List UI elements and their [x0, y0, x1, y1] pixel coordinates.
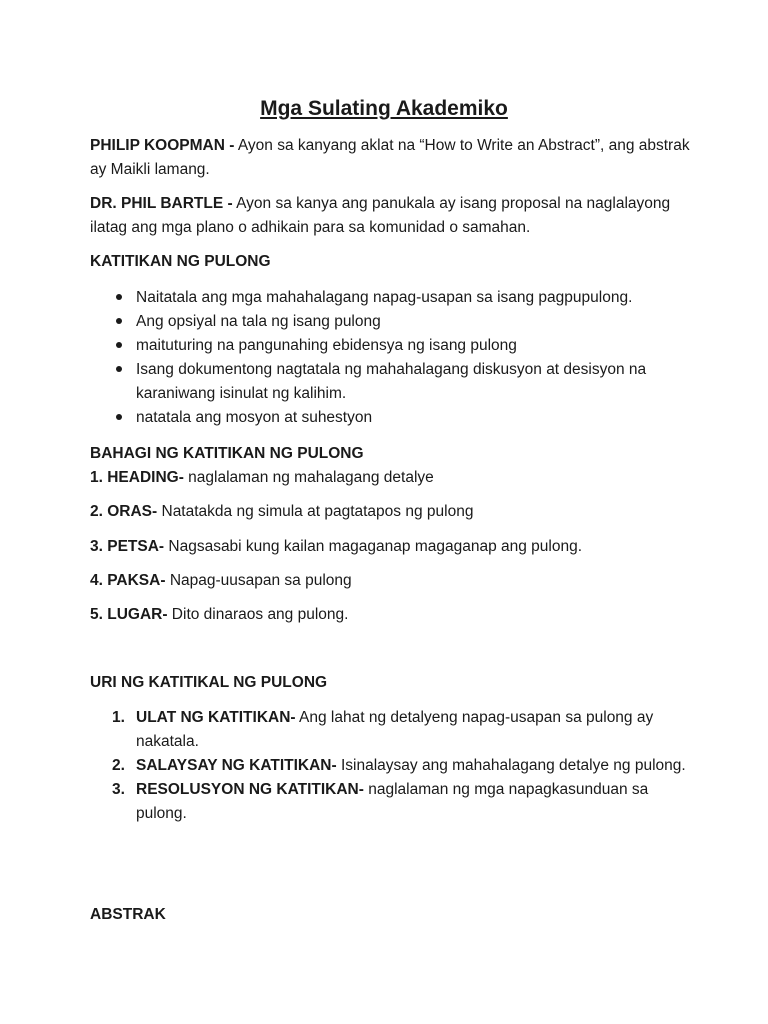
bullet-icon [116, 366, 122, 372]
bullet-icon [116, 414, 122, 420]
list-item: Naitatala ang mga mahahalagang napag-usapan sa isang pagpupulong. [90, 286, 690, 310]
list-item: 3. RESOLUSYON NG KATITIKAN- naglalaman ng mga napagkasunduan sa pulong. [112, 781, 649, 822]
katitikan-heading: KATITIKAN NG PULONG [90, 253, 271, 270]
uri-numbered-list [90, 706, 690, 826]
koopman-text: Ayon sa kanyang aklat na “How to Write an Abstract”, ang abstrak ay Maikli lamang. [90, 137, 690, 178]
paragraph-koopman [90, 134, 690, 182]
bartle-label: DR. PHIL BARTLE - [90, 195, 233, 212]
bullet-icon [116, 294, 122, 300]
bahagi-heading: BAHAGI NG KATITIKAN NG PULONG [90, 445, 364, 462]
list-item: Isang dokumentong nagtatala ng mahahalagang diskusyon at desisyon na karaniwang isinulat ng kalihim. [90, 358, 690, 406]
bullet-icon [116, 342, 122, 348]
koopman-label: PHILIP KOOPMAN - [90, 137, 235, 154]
uri-heading: URI NG KATITIKAL NG PULONG [90, 674, 328, 691]
page-title: Mga Sulating Akademiko [260, 97, 508, 120]
list-item: Ang opsiyal na tala ng isang pulong [90, 310, 690, 334]
katitikan-bullet-list [90, 286, 690, 430]
bahagi-item: 1. HEADING- naglalaman ng mahalagang detalye [90, 469, 434, 486]
list-item: natatala ang mosyon at suhestyon [90, 406, 690, 430]
paragraph-bartle [90, 192, 690, 240]
bahagi-item: 5. LUGAR- Dito dinaraos ang pulong. [90, 606, 349, 623]
list-item: 2. SALAYSAY NG KATITIKAN- Isinalaysay ang mahahalagang detalye ng pulong. [112, 757, 686, 774]
bullet-icon [116, 318, 122, 324]
abstrak-heading: ABSTRAK [90, 906, 166, 923]
list-item: maituturing na pangunahing ebidensya ng isang pulong [90, 334, 690, 358]
bahagi-item: 4. PAKSA- Napag-uusapan sa pulong [90, 572, 352, 589]
list-item: 1. ULAT NG KATITIKAN- Ang lahat ng detalyeng napag-usapan sa pulong ay nakatala. [112, 709, 654, 750]
bartle-text: Ayon sa kanya ang panukala ay isang proposal na naglalayong ilatag ang mga plano o adhikain para sa komunidad o samahan. [90, 195, 671, 236]
bahagi-item: 2. ORAS- Natatakda ng simula at pagtatapos ng pulong [90, 503, 474, 520]
bahagi-item: 3. PETSA- Nagsasabi kung kailan magaganap magaganap ang pulong. [90, 538, 583, 555]
